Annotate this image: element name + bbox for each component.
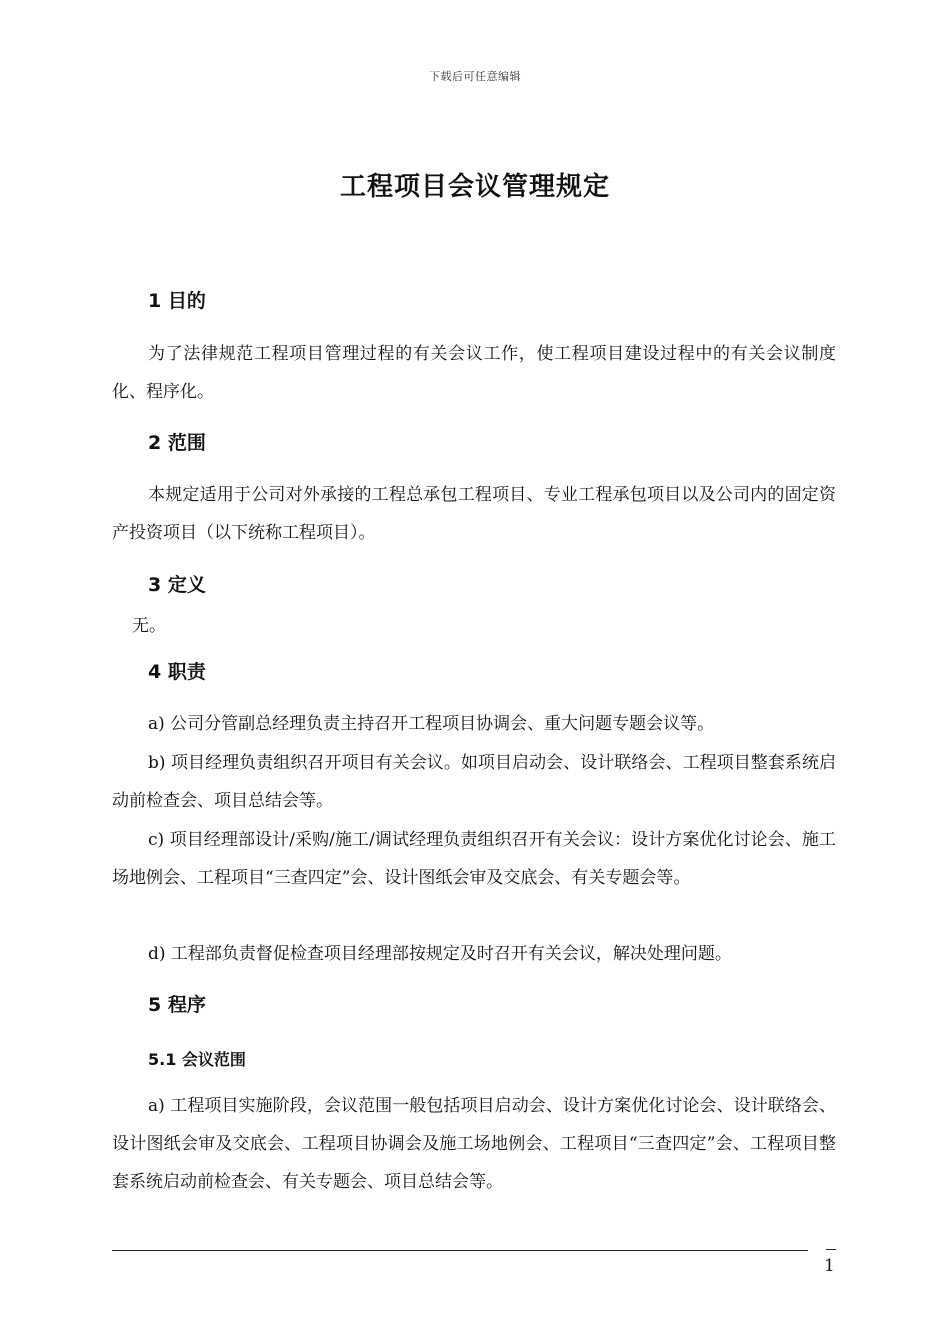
- section-scope-paragraph: 本规定适用于公司对外承接的工程总承包工程项目、专业工程承包项目以及公司内的固定资产投资项目（以下统称工程项目）。: [112, 485, 836, 543]
- section-heading-responsibilities: 4 职责: [148, 661, 206, 683]
- footer-divider: [112, 1250, 808, 1251]
- subsection-heading-meeting-scope: 5.1 会议范围: [148, 1050, 246, 1069]
- section-definitions-paragraph: 无。: [132, 616, 166, 636]
- document-title: 工程项目会议管理规定: [339, 172, 610, 202]
- section-heading-definitions: 3 定义: [148, 574, 206, 596]
- section-heading-procedure: 5 程序: [148, 994, 206, 1016]
- section-heading-purpose: 1 目的: [148, 290, 206, 312]
- section-purpose-paragraph: 为了法律规范工程项目管理过程的有关会议工作，使工程项目建设过程中的有关会议制度化、程序化。: [112, 344, 836, 402]
- section-heading-scope: 2 范围: [148, 432, 206, 454]
- page-number-dash: [826, 1249, 836, 1250]
- page-number: 1: [824, 1256, 835, 1276]
- responsibility-item-c: c) 项目经理部设计/采购/施工/调试经理负责组织召开有关会议：设计方案优化讨论会、施工场地例会、工程项目“三查四定”会、设计图纸会审及交底会、有关专题会等。: [112, 830, 836, 888]
- responsibility-item-a: a) 公司分管副总经理负责主持召开工程项目协调会、重大问题专题会议等。: [148, 714, 715, 734]
- responsibility-item-b: b) 项目经理负责组织召开项目有关会议。如项目启动会、设计联络会、工程项目整套系统启动前检查会、项目总结会等。: [112, 753, 836, 811]
- meeting-scope-item-a: a) 工程项目实施阶段，会议范围一般包括项目启动会、设计方案优化讨论会、设计联络会、设计图纸会审及交底会、工程项目协调会及施工场地例会、工程项目“三查四定”会、工程项目整套系统启动前检查会、有关专题会、项目总结会等。: [112, 1096, 836, 1192]
- header-note: 下载后可任意编辑: [429, 70, 521, 83]
- responsibility-item-d: d) 工程部负责督促检查项目经理部按规定及时召开有关会议，解决处理问题。: [148, 944, 732, 964]
